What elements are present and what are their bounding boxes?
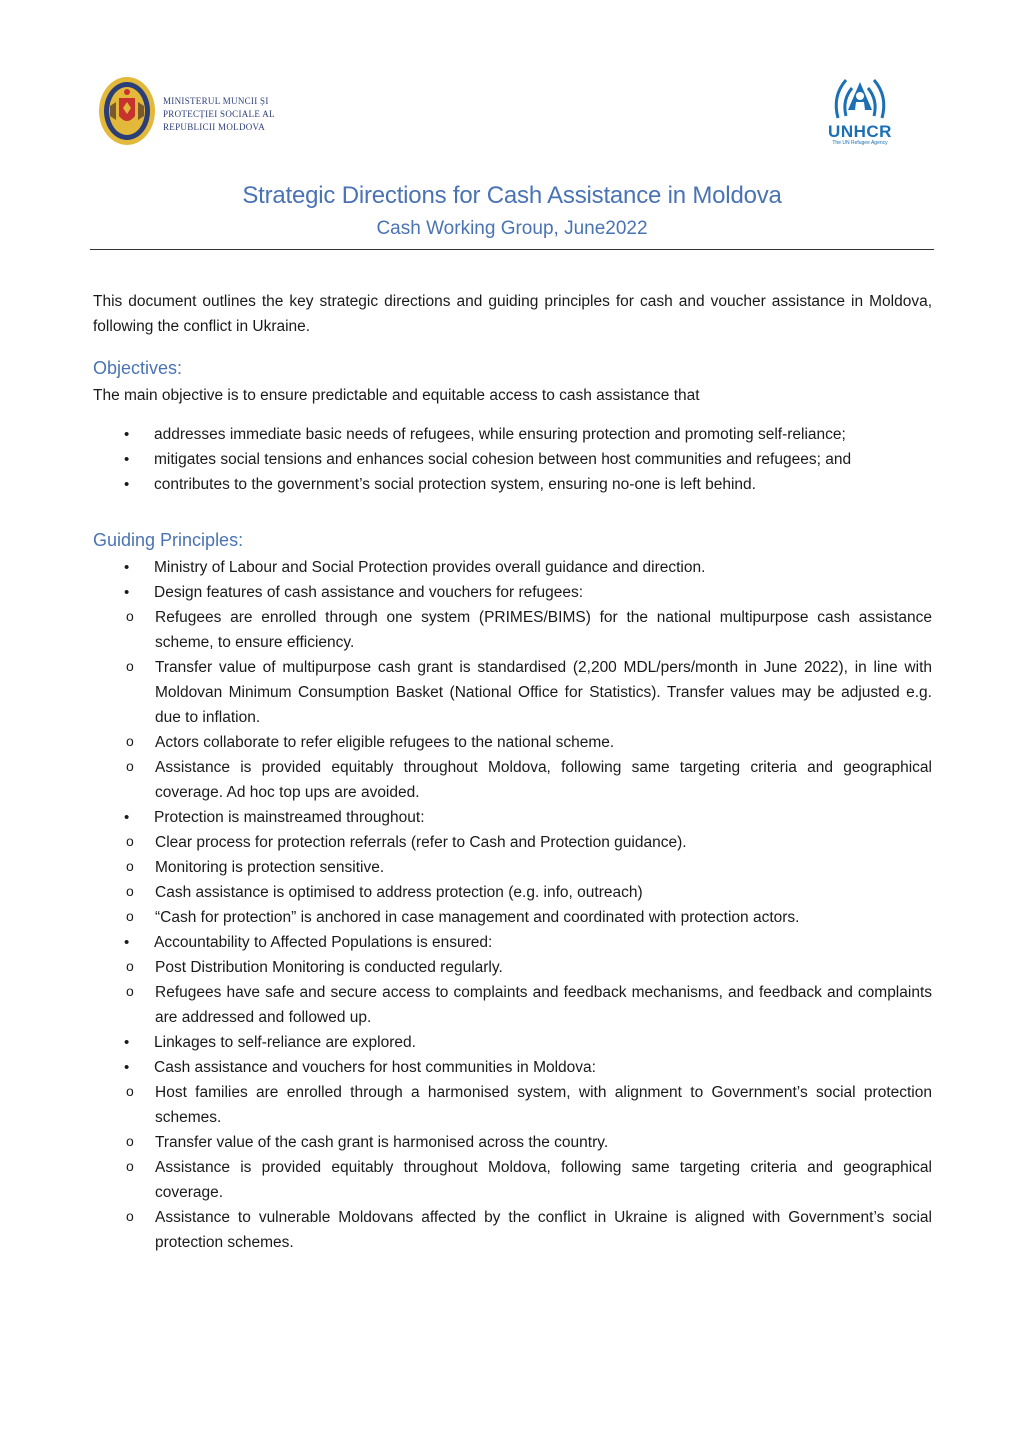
document-subtitle: Cash Working Group, June2022 xyxy=(376,218,648,239)
sub-list-item: o Assistance is provided equitably throughout Moldova, following same targeting criteria and geographical coverage. xyxy=(93,1155,932,1205)
moldova-coat-of-arms-icon xyxy=(98,76,156,146)
list-item xyxy=(93,1055,932,1080)
sub-list-item: o Transfer value of the cash grant is harmonised across the country. xyxy=(93,1130,932,1155)
unhcr-tagline: The UN Refugee Agency xyxy=(832,140,888,146)
list-item xyxy=(93,805,932,830)
principle-text: • Accountability to Affected Populations is ensured: xyxy=(154,934,493,951)
principle-text: • Protection is mainstreamed throughout: xyxy=(154,809,425,826)
ministry-name: MINISTERUL MUNCII ȘI PROTECȚIEI SOCIALE AL REPUBLICII MOLDOVA xyxy=(163,96,275,132)
sub-list-item: o Post Distribution Monitoring is conducted regularly. xyxy=(93,955,932,980)
sub-list xyxy=(93,955,932,1030)
list-item xyxy=(93,555,932,580)
list-item xyxy=(93,447,932,472)
principles-list xyxy=(93,805,932,830)
principle-text: • Ministry of Labour and Social Protection provides overall guidance and direction. xyxy=(154,559,706,576)
principles-list xyxy=(93,1030,932,1080)
list-item xyxy=(93,422,932,447)
objectives-list xyxy=(93,422,932,497)
sub-list xyxy=(93,1080,932,1255)
document-title: Strategic Directions for Cash Assistance in Moldova xyxy=(242,182,782,209)
sub-list-item: o Assistance is provided equitably throughout Moldova, following same targeting criteria and geographical coverage. Ad hoc top ups are avoided. xyxy=(93,755,932,805)
unhcr-wordmark: UNHCR xyxy=(828,122,892,141)
objectives-heading: Objectives: xyxy=(93,358,183,378)
principles-list xyxy=(93,930,932,955)
list-item xyxy=(93,472,932,497)
intro-paragraph: This document outlines the key strategic directions and guiding principles for cash and voucher assistance in Moldova, following the conflict in Ukraine. xyxy=(93,293,932,335)
sub-list-item: o Refugees have safe and secure access to complaints and feedback mechanisms, and feedback and complaints are addressed and followed up. xyxy=(93,980,932,1030)
sub-list-item: o “Cash for protection” is anchored in case management and coordinated with protection actors. xyxy=(93,905,932,930)
title-divider xyxy=(90,249,934,250)
sub-list-item: o Transfer value of multipurpose cash grant is standardised (2,200 MDL/pers/month in June 2022), in line with Moldovan Minimum Consumption Basket (National Office for Statistics). Transfer values may be adjusted e.g. due to inflation. xyxy=(93,655,932,730)
objective-text: • contributes to the government’s social protection system, ensuring no-one is left behind. xyxy=(154,476,756,493)
principles-heading: Guiding Principles: xyxy=(93,530,244,550)
sub-list-item: o Assistance to vulnerable Moldovans affected by the conflict in Ukraine is aligned with Government’s social protection schemes. xyxy=(93,1205,932,1255)
principle-text: • Linkages to self-reliance are explored. xyxy=(154,1034,416,1051)
principle-text: • Cash assistance and vouchers for host communities in Moldova: xyxy=(154,1059,596,1076)
objectives-lead: The main objective is to ensure predictable and equitable access to cash assistance that xyxy=(93,387,700,404)
unhcr-logo xyxy=(824,72,896,150)
sub-list-item: o Host families are enrolled through a harmonised system, with alignment to Government’s social protection schemes. xyxy=(93,1080,932,1130)
list-item xyxy=(93,580,932,605)
document-body xyxy=(93,289,932,1255)
ministry-logo xyxy=(98,76,288,146)
list-item xyxy=(93,1030,932,1055)
list-item xyxy=(93,930,932,955)
sub-list-item: o Clear process for protection referrals (refer to Cash and Protection guidance). xyxy=(93,830,932,855)
sub-list-item: o Actors collaborate to refer eligible refugees to the national scheme. xyxy=(93,730,932,755)
principles-list xyxy=(93,555,932,605)
sub-list-item: o Cash assistance is optimised to address protection (e.g. info, outreach) xyxy=(93,880,932,905)
sub-list-item: o Refugees are enrolled through one system (PRIMES/BIMS) for the national multipurpose cash assistance scheme, to ensure efficiency. xyxy=(93,605,932,655)
sub-list xyxy=(93,830,932,930)
sub-list-item: o Monitoring is protection sensitive. xyxy=(93,855,932,880)
objective-text: • addresses immediate basic needs of refugees, while ensuring protection and promoting self-reliance; xyxy=(154,426,846,443)
sub-list xyxy=(93,605,932,805)
objective-text: • mitigates social tensions and enhances social cohesion between host communities and refugees; and xyxy=(154,451,852,468)
principle-text: • Design features of cash assistance and vouchers for refugees: xyxy=(154,584,584,601)
unhcr-emblem-icon xyxy=(830,72,890,124)
